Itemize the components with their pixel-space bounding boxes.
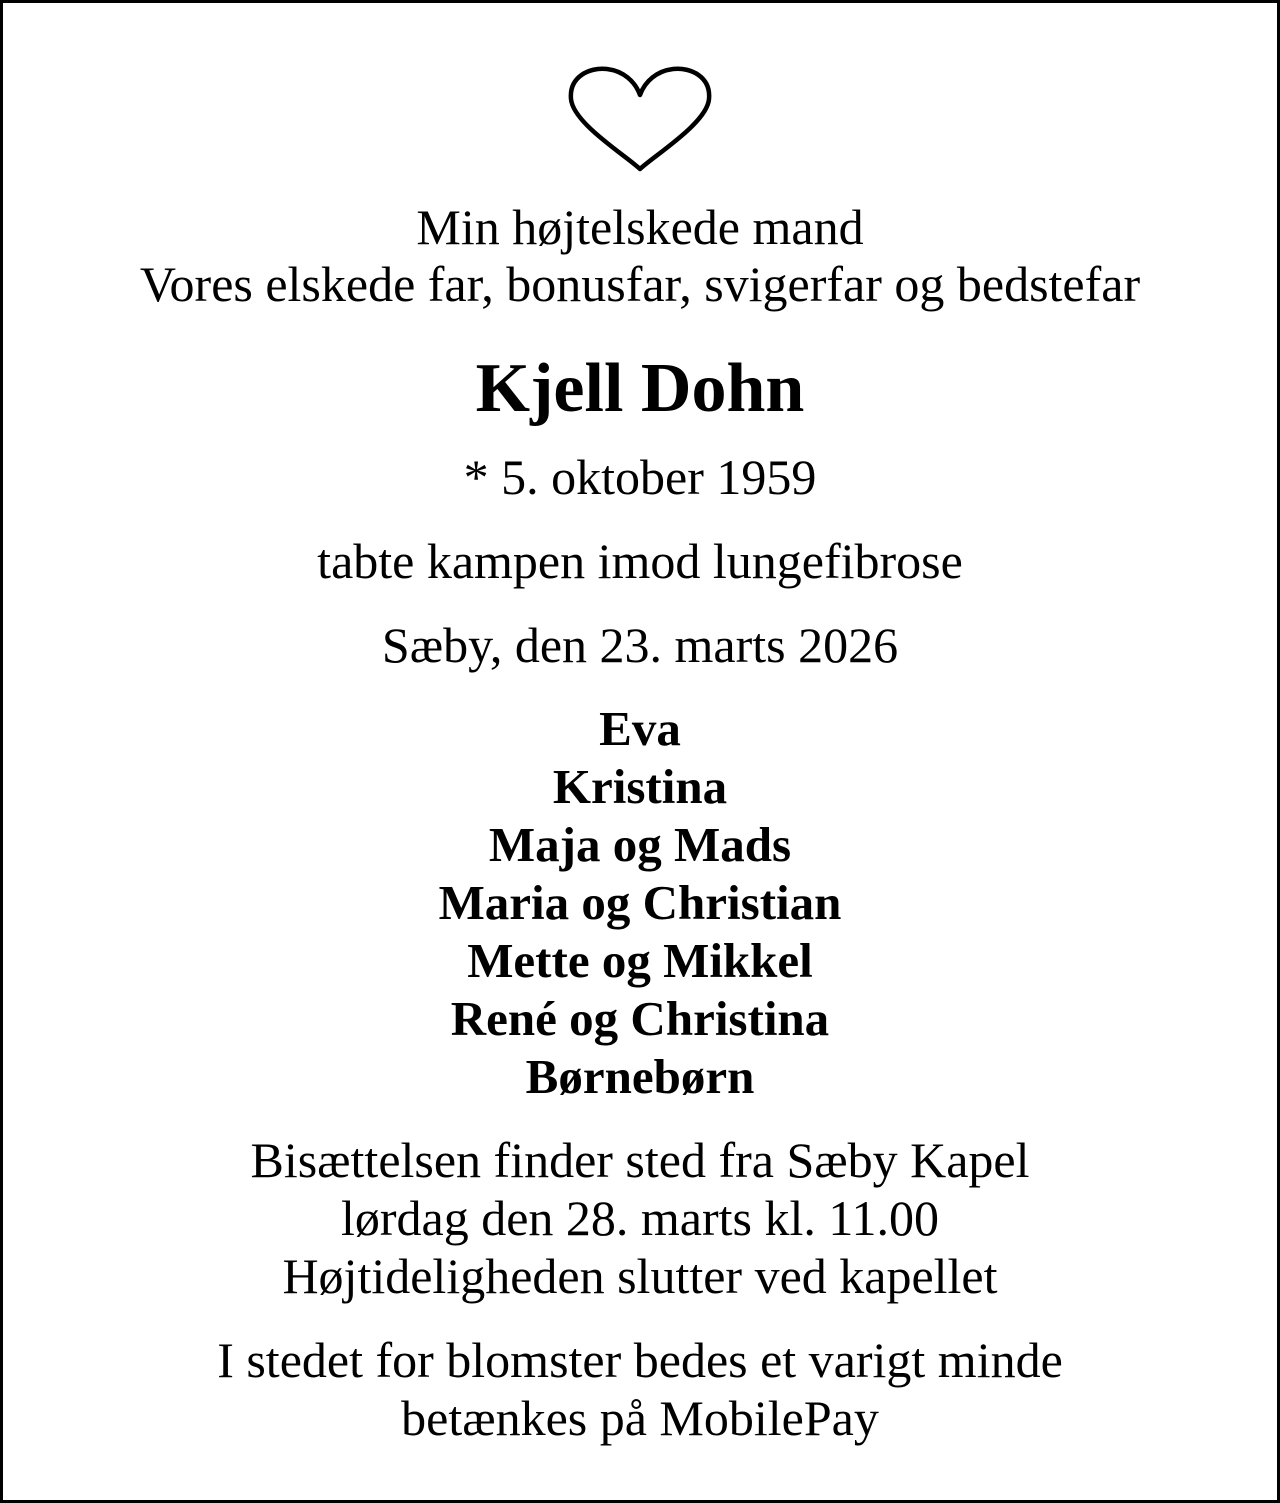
family-name: René og Christina: [450, 991, 830, 1046]
family-name: Børnebørn: [525, 1049, 755, 1104]
family-name: Maria og Christian: [438, 875, 842, 930]
intro-lines: [3, 199, 1277, 313]
family-name: Mette og Mikkel: [467, 933, 813, 988]
heart-icon-container: [3, 65, 1277, 175]
place-and-date: Sæby, den 23. marts 2026: [381, 617, 899, 673]
flowers-line-request: I stedet for blomster bedes et varigt minde: [217, 1332, 1063, 1388]
funeral-line-time: lørdag den 28. marts kl. 11.00: [340, 1190, 940, 1246]
heart-outline-icon: [567, 65, 713, 173]
flowers-line-mobilepay: betænkes på MobilePay: [401, 1390, 879, 1446]
family-name: Maja og Mads: [488, 817, 792, 872]
funeral-info: [3, 1131, 1277, 1305]
family-name: Eva: [599, 701, 681, 756]
funeral-line-end: Højtideligheden slutter ved kapellet: [282, 1248, 998, 1304]
family-names: [3, 700, 1277, 1106]
intro-line-family: Vores elskede far, bonusfar, svigerfar og bedstefar: [139, 256, 1141, 312]
cause-of-death: tabte kampen imod lungefibrose: [317, 533, 963, 589]
intro-line-wife: Min højtelskede mand: [416, 199, 864, 255]
family-name: Kristina: [552, 759, 728, 814]
birth-date: * 5. oktober 1959: [463, 449, 817, 505]
funeral-line-location: Bisættelsen finder sted fra Sæby Kapel: [250, 1132, 1030, 1188]
deceased-name: Kjell Dohn: [475, 350, 805, 427]
flowers-note: [3, 1331, 1277, 1447]
